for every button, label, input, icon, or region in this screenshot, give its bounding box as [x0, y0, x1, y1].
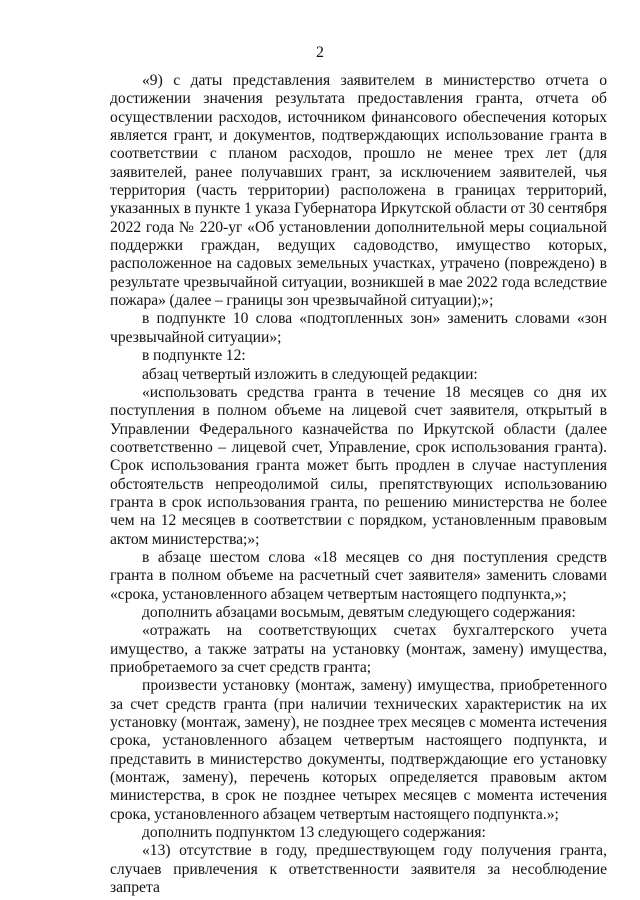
paragraph-add-subitem-13-intro: дополнить подпунктом 13 следующего содержания: — [142, 824, 486, 842]
paragraph-accounting: «отражать на соответствующих счетах бухгалтерского учета имущество, а также затраты на установку (монтаж, замену) имущества, приобретаемого за счет средств гранта; — [110, 622, 607, 676]
paragraph-grant-usage-term: «использовать средства гранта в течение 18 месяцев со дня их поступления в полном объеме на лицевой счет заявителя, открытый в Управлении Федерального казначейства по Иркутской области (далее соответственно – лицевой счет, Управление, срок использования гранта). Срок использования гранта может быть продлен в случае наступления обстоятельств непреодолимой силы, препятствующих использованию гранта в срок использования гранта, по решению министерства не более чем на 12 месяцев в соответствии с порядком, установленным правовым актом министерства;»; — [110, 383, 607, 548]
paragraph-installation: произвести установку (монтаж, замену) имущества, приобретенного за счет средств гранта (при наличии технических характеристик на их установку (монтаж, замену), не позднее трех месяцев с момента истечения срока, установленного абзацем четвертым настоящего подпункта, и представить в министерство документы, подтверждающие его установку (монтаж, замену), перечень которых определяется правовым актом министерства, в срок не позднее четырех месяцев с момента истечения срока, установленного абзацем четвертым настоящего подпункта.»; — [110, 677, 607, 823]
paragraph-subitem-13: «13) отсутствие в году, предшествующем году получения гранта, случаев привлечения к ответственности заявителя за несоблюдение запрета — [110, 842, 607, 897]
paragraph-add-abzacs-intro: дополнить абзацами восьмым, девятым следующего содержания: — [142, 603, 576, 621]
paragraph-subitem-10-change: в подпункте 10 слова «подтопленных зон» заменить словами «зон чрезвычайной ситуации»; — [110, 310, 607, 346]
page-number: 2 — [316, 44, 324, 61]
paragraph-fourth-abzac-intro: абзац четвертый изложить в следующей редакции: — [142, 365, 478, 383]
paragraph-sixth-abzac-change: в абзаце шестом слова «18 месяцев со дня поступления средств гранта в полном объеме на расчетный счет заявителя» заменить словами «срока, установленного абзацем четвертым настоящего подпункта,»; — [110, 548, 607, 603]
document-body — [110, 72, 607, 897]
paragraph-item-9: «9) с даты представления заявителем в министерство отчета о достижении значения результата предоставления гранта, отчета об осуществлении расходов, источником финансового обеспечения которых является грант, и документов, подтверждающих использование гранта в соответствии с планом расходов, прошло не менее трех лет (для заявителей, ранее получавших грант, за исключением заявителей, чья территория (часть территории) расположена в границах территорий, указанных в пункте 1 указа Губернатора Иркутской области от 30 сентября 2022 года № 220-уг «Об установлении дополнительной меры социальной поддержки граждан, ведущих садоводство, имущество которых, расположенное на садовых земельных участках, утрачено (повреждено) в результате чрезвычайной ситуации, возникшей в мае 2022 года вследствие пожара» (далее – границы зон чрезвычайной ситуации);»; — [110, 72, 607, 310]
paragraph-subitem-12-intro: в подпункте 12: — [142, 347, 246, 365]
